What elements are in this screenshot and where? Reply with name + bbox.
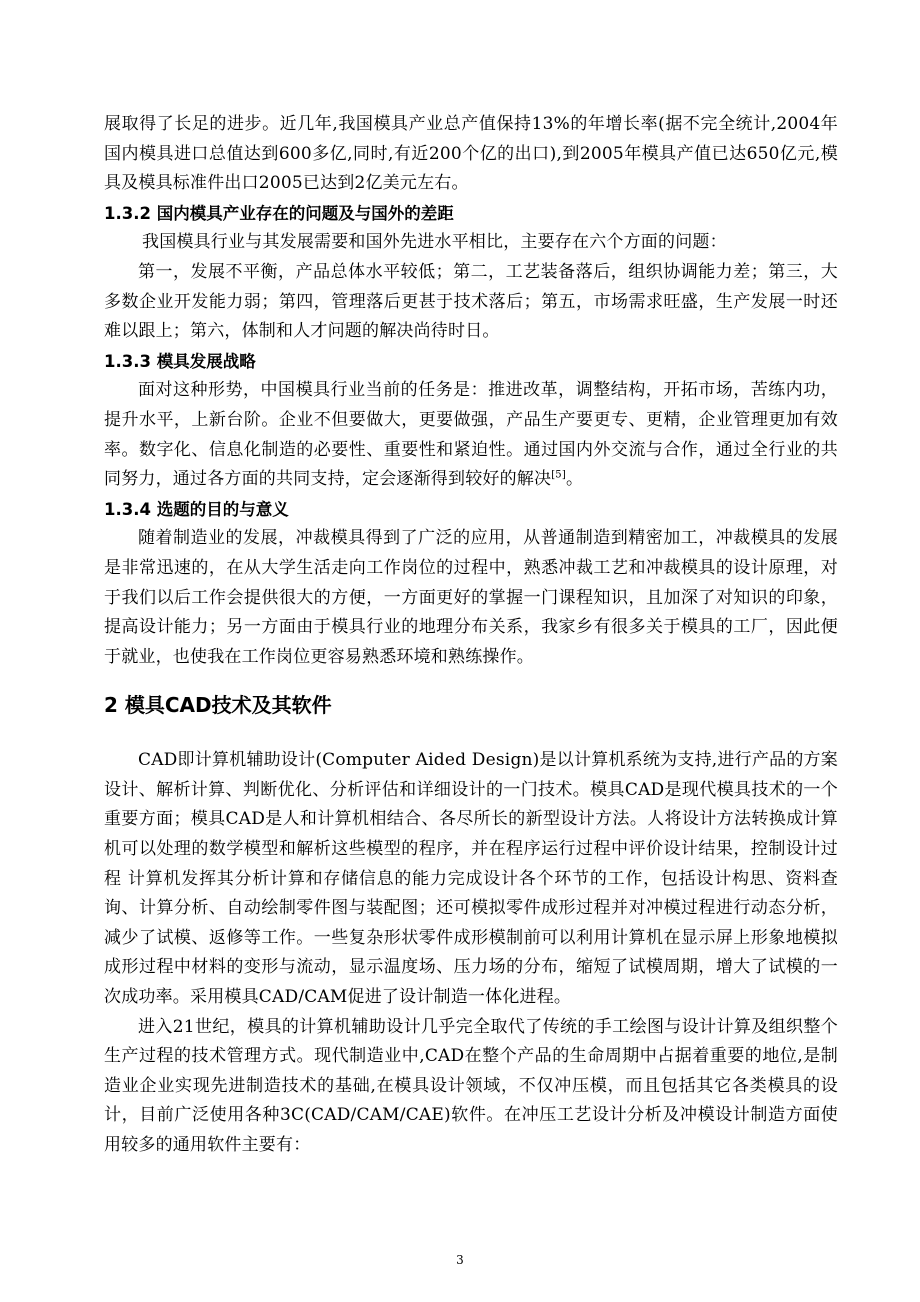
heading-2: 2 模具CAD技术及其软件	[104, 693, 332, 718]
heading-1-3-2: 1.3.2 国内模具产业存在的问题及与国外的差距	[104, 203, 454, 223]
paragraph-industry-growth: 展取得了长足的进步。近几年,我国模具产业总产值保持13%的年增长率(据不完全统计,2004年国内模具进口总值达到600多亿,同时,有近200个亿的出口),到2005年模具产值已达650亿元,模具及模具标准件出口2005已达到2亿美元左右。	[104, 114, 838, 194]
paragraph-21st-century: 进入21世纪，模具的计算机辅助设计几乎完全取代了传统的手工绘图与设计计算及组织整个生产过程的技术管理方式。现代制造业中,CAD在整个产品的生命周期中占据着重要的地位,是制造业企业实现先进制造技术的基础,在模具设计领域，不仅冲压模，而且包括其它各类模具的设计，目前广泛使用各种3C(CAD/CAM/CAE)软件。在冲压工艺设计分析及冲模设计制造方面使用较多的通用软件主要有：	[104, 1016, 838, 1155]
page-number: 3	[456, 1253, 464, 1267]
paragraph-strategy	[104, 376, 838, 494]
paragraph-cad-definition: CAD即计算机辅助设计(Computer Aided Design)是以计算机系统为支持,进行产品的方案设计、解析计算、判断优化、分析评估和详细设计的一门技术。模具CAD是现代模具技术的一个重要方面；模具CAD是人和计算机相结合、各尽所长的新型设计方法。人将设计方法转换成计算机可以处理的数学模型和解析这些模型的程序，并在程序运行过程中评价设计结果，控制设计过程 计算机发挥其分析计算和存储信息的能力完成设计各个环节的工作，包括设计构思、资料查询、计算分析、自动绘制零件图与装配图；还可模拟零件成形过程并对冲模过程进行动态分析，减少了试模、返修等工作。一些复杂形状零件成形模制前可以利用计算机在显示屏上形象地模拟成形过程中材料的变形与流动，显示温度场、压力场的分布，缩短了试模周期，增大了试模的一次成功率。采用模具CAD/CAM促进了设计制造一体化进程。	[104, 750, 838, 1008]
strategy-text: 面对这种形势，中国模具行业当前的任务是：推进改革，调整结构，开拓市场，苦练内功，提升水平，上新台阶。企业不但要做大，更要做强，产品生产要更专、更精，企业管理更加有效率。数字化、信息化制造的必要性、重要性和紧迫性。通过国内外交流与合作，通过全行业的共同努力，通过各方面的共同支持，定会逐渐得到较好的解决	[104, 380, 838, 490]
heading-1-3-4: 1.3.4 选题的目的与意义	[104, 499, 289, 519]
paragraph-problems-intro: 我国模具行业与其发展需要和国外先进水平相比，主要存在六个方面的问题：	[142, 232, 727, 253]
paragraph-purpose: 随着制造业的发展，冲裁模具得到了广泛的应用，从普通制造到精密加工，冲裁模具的发展是非常迅速的，在从大学生活走向工作岗位的过程中，熟悉冲裁工艺和冲裁模具的设计原理，对于我们以后工作会提供很大的方便，一方面更好的掌握一门课程知识，且加深了对知识的印象，提高设计能力；另一方面由于模具行业的地理分布关系，我家乡有很多关于模具的工厂，因此便于就业，也使我在工作岗位更容易熟悉环境和熟练操作。	[104, 528, 838, 667]
strategy-end: 。	[565, 469, 584, 490]
document-page	[104, 110, 838, 1161]
paragraph-six-problems: 第一，发展不平衡，产品总体水平较低；第二，工艺装备落后，组织协调能力差；第三，大多数企业开发能力弱；第四，管理落后更甚于技术落后；第五，市场需求旺盛，生产发展一时还难以跟上；第六，体制和人才问题的解决尚待时日。	[104, 261, 838, 342]
heading-1-3-3: 1.3.3 模具发展战略	[104, 351, 256, 371]
citation-ref: [5]	[551, 469, 566, 481]
